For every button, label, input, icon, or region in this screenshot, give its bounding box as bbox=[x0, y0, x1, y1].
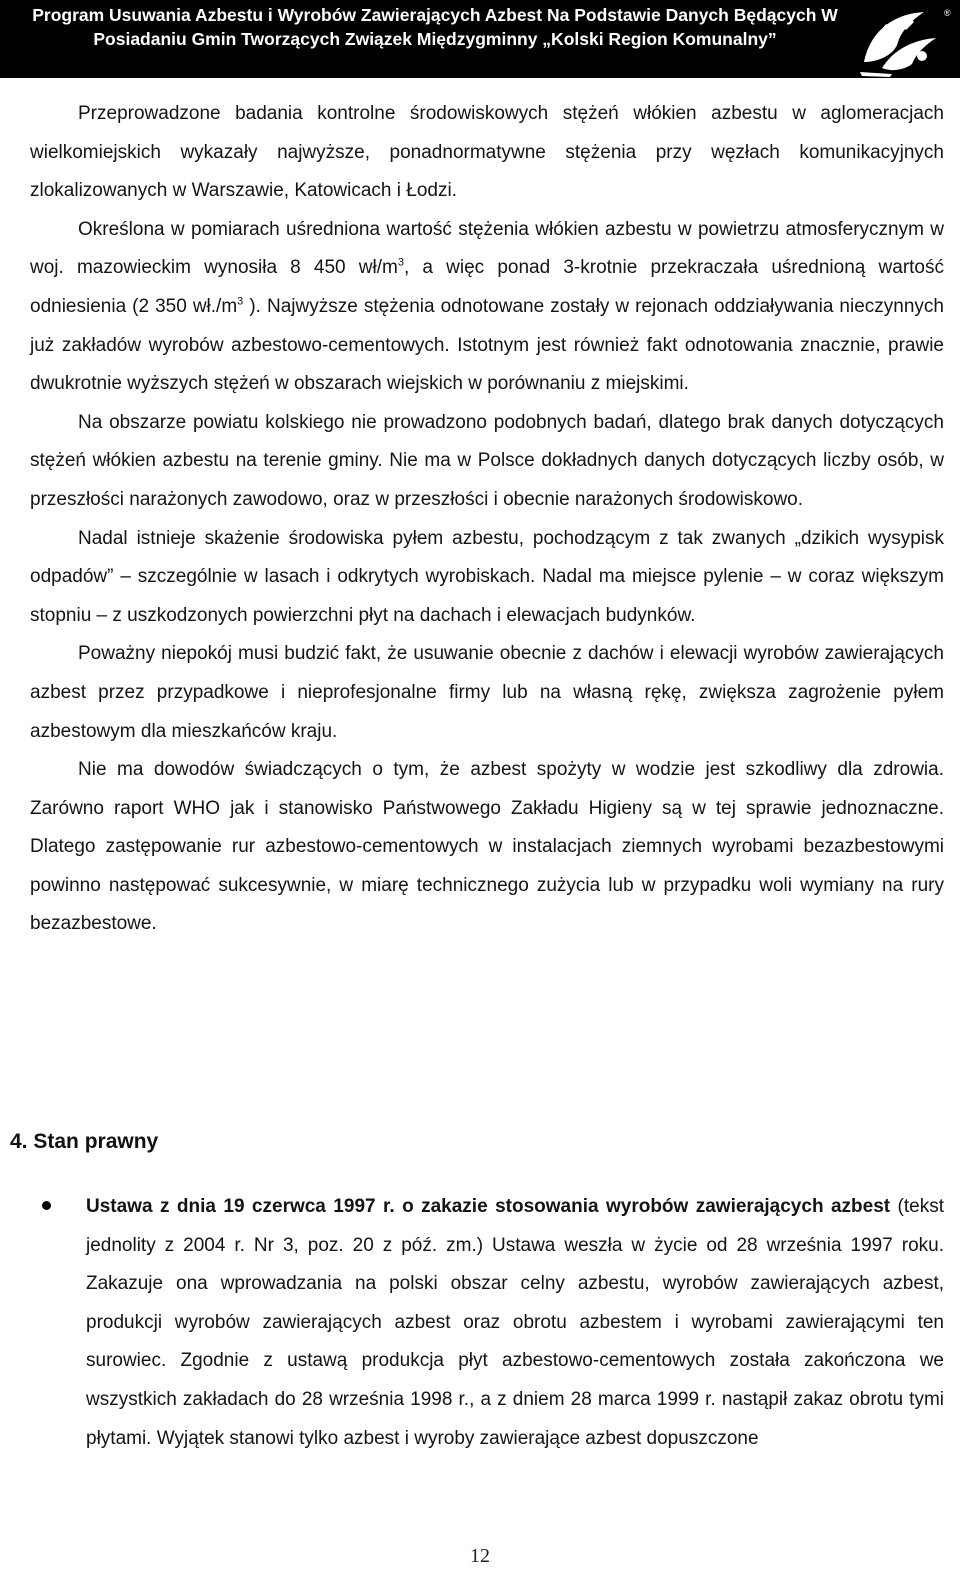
zmkr-logo-icon bbox=[852, 2, 952, 78]
paragraph-2-part-b: , a więc ponad 3-krotnie przekraczała uśrednioną wartość odniesienia (2 350 wł./m bbox=[30, 257, 944, 317]
page-header bbox=[0, 0, 960, 78]
paragraph-6: Nie ma dowodów świadczących o tym, że azbest spożyty w wodzie jest szkodliwy dla zdrowia. Zarówno raport WHO jak i stanowisko Państwowego Zakładu Higieny są w tej sprawie jednoznaczne. Dlatego zastępowanie rur azbestowo-cementowych w instalacjach ziemnych wyrobami bezazbestowymi powinno następować sukcesywnie, w miarę technicznego zużycia lub w przypadku woli wymiany na rury bezazbestowe. bbox=[30, 759, 944, 935]
bullet-icon bbox=[42, 1201, 51, 1210]
main-content bbox=[30, 95, 944, 944]
list-item-text bbox=[86, 1188, 944, 1458]
paragraph-2-part-a: Określona w pomiarach uśredniona wartość stężenia włókien azbestu w powietrzu atmosferycznym w woj. mazowieckim wynosiła 8 450 wł/m bbox=[30, 218, 944, 279]
paragraph-3: Na obszarze powiatu kolskiego nie prowadzono podobnych badań, dlatego brak danych dotyczących stężeń włókien azbestu na terenie gminy. Nie ma w Polsce dokładnych danych dotyczących liczby osób, w przeszłości narażonych zawodowo, oraz w przeszłości i obecnie narażonych środowiskowo. bbox=[30, 411, 944, 510]
superscript-2: 3 bbox=[237, 295, 244, 308]
act-date: Ustawa z dnia 19 czerwca 1997 r. bbox=[86, 1196, 395, 1217]
paragraph-2 bbox=[30, 211, 944, 404]
act-title: o zakazie stosowania wyrobów zawierających azbest bbox=[394, 1196, 891, 1217]
act-description: (tekst jednolity z 2004 r. Nr 3, poz. 20 z póź. zm.) Ustawa weszła w życie od 28 września 1997 roku. Zakazuje ona wprowadzania na polski obszar celny azbestu, wyrobów zawierających azbest, produkcji wyrobów zawierających azbest oraz obrotu azbestem i wyrobami zawierającymi ten surowiec. Zgodnie z ustawą produkcja płyt azbestowo-cementowych została zakończona we wszystkich zakładach do 28 września 1998 r., a z dniem 28 marca 1999 r. nastąpił zakaz obrotu tymi płytami. Wyjątek stanowi tylko azbest i wyroby zawierające azbest dopuszczone bbox=[86, 1196, 945, 1449]
section-heading: 4. Stan prawny bbox=[10, 1130, 159, 1153]
paragraph-2-part-c: ). Najwyższe stężenia odnotowane zostały w rejonach oddziaływania nieczynnych już zakładów wyrobów azbestowo-cementowych. Istotnym jest również fakt odnotowania znacznie, prawie dwukrotnie wyższych stężeń w obszarach wiejskich w porównaniu z miejskimi. bbox=[30, 295, 944, 395]
paragraph-5: Poważny niepokój musi budzić fakt, że usuwanie obecnie z dachów i elewacji wyrobów zawierających azbest przez przypadkowe i nieprofesjonalne firmy lub na własną rękę, zwiększa zagrożenie pyłem azbestowym dla mieszkańców kraju. bbox=[30, 643, 944, 742]
registered-mark: ® bbox=[944, 8, 951, 18]
document-title: Program Usuwania Azbestu i Wyrobów Zawierających Azbest Na Podstawie Danych Będących W Posiadaniu Gmin Tworzących Związek Międzygminny „Kolski Region Komunalny” bbox=[32, 5, 838, 49]
paragraph-1: Przeprowadzone badania kontrolne środowiskowych stężeń włókien azbestu w aglomeracjach wielkomiejskich wykazały najwyższe, ponadnormatywne stężenia przy węzłach komunikacyjnych zlokalizowanych w Warszawie, Katowicach i Łodzi. bbox=[30, 103, 944, 202]
paragraph-4: Nadal istnieje skażenie środowiska pyłem azbestu, pochodzącym z tak zwanych „dzikich wysypisk odpadów” – szczególnie w lasach i odkrytych wyrobiskach. Nadal ma miejsce pylenie – w coraz większym stopniu – z uszkodzonych powierzchni płyt na dachach i elewacjach budynków. bbox=[30, 527, 944, 626]
page-number: 12 bbox=[470, 1545, 490, 1567]
list-item bbox=[30, 1188, 944, 1458]
superscript-1: 3 bbox=[397, 257, 404, 270]
